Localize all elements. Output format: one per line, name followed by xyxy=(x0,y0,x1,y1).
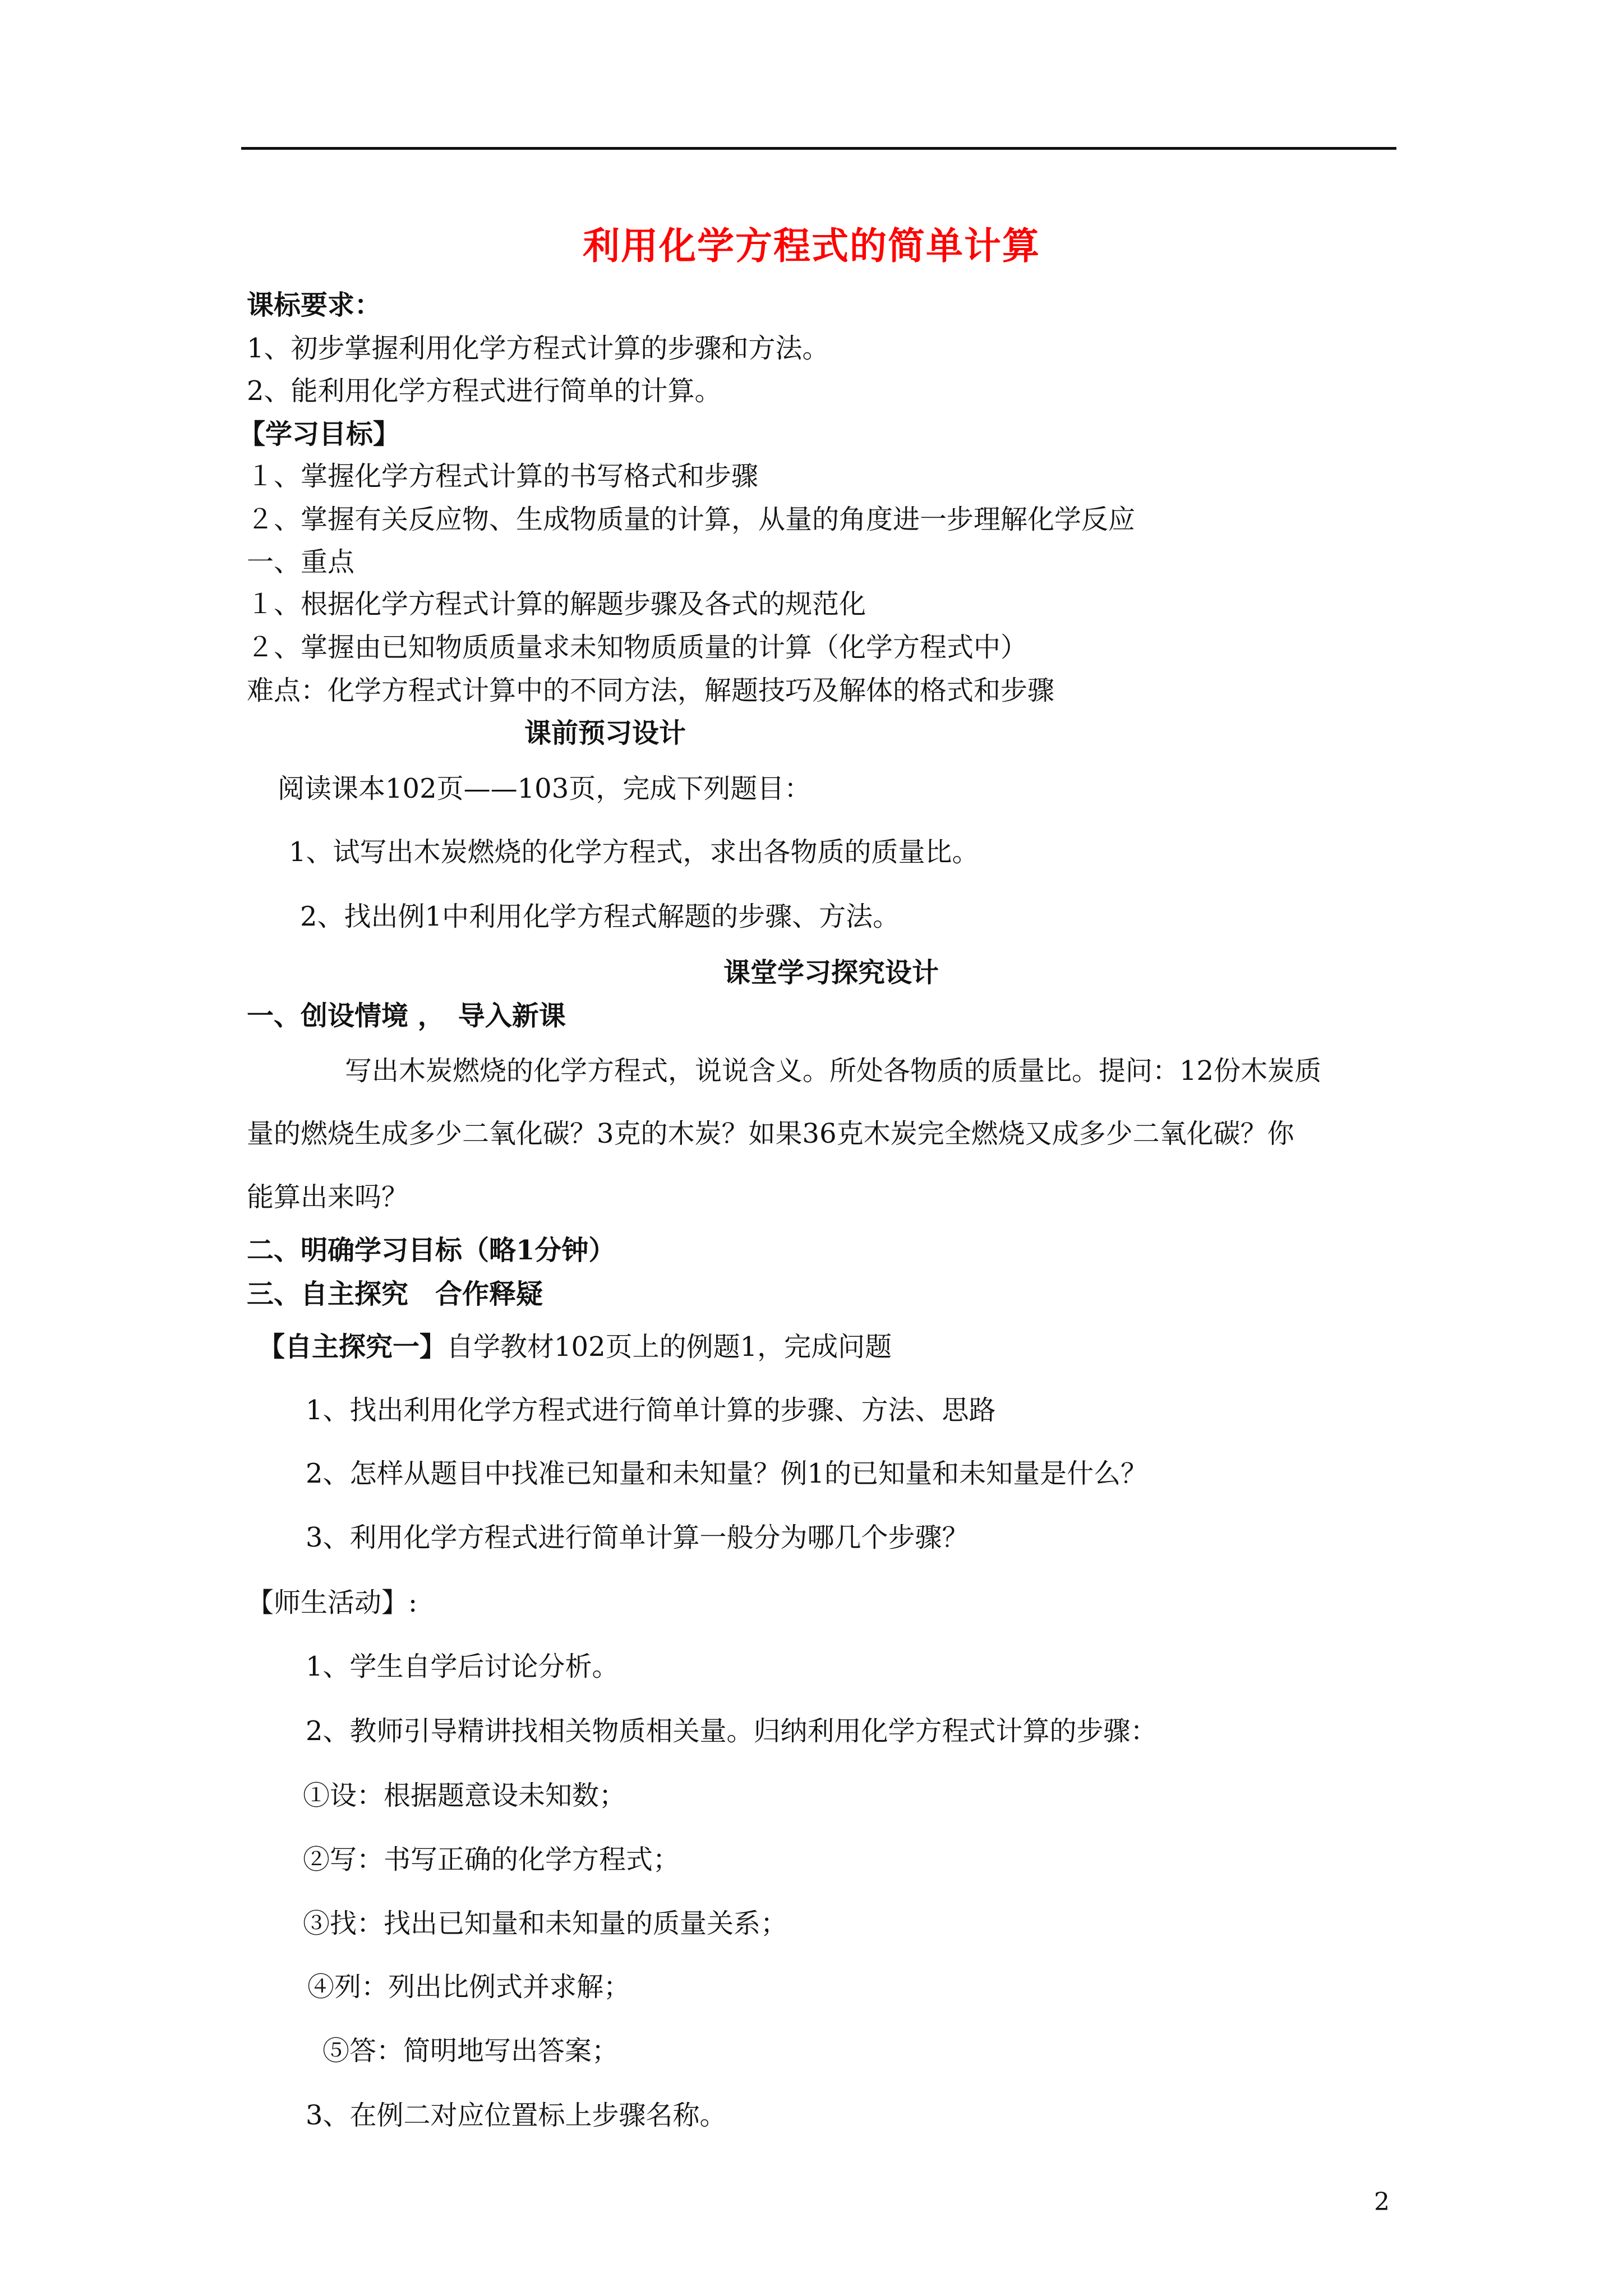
header-rule xyxy=(241,147,1396,150)
preview-heading: 课前预习设计 xyxy=(524,717,686,749)
section-1-line-3: 能算出来吗？ xyxy=(247,1181,409,1213)
goals-item-2: ２、掌握有关反应物、生成物质量的计算，从量的角度进一步理解化学反应 xyxy=(247,504,1136,535)
step-5: ⑤答：简明地写出答案； xyxy=(322,2035,619,2067)
section-2-heading: 二、明确学习目标（略1分钟） xyxy=(247,1235,616,1266)
activity-item-2: 2、教师引导精讲找相关物质相关量。归纳利用化学方程式计算的步骤： xyxy=(306,1715,1158,1747)
task-1-text: 自学教材102页上的例题1，完成问题 xyxy=(446,1331,892,1363)
kb-item-1: 1、初步掌握利用化学方程式计算的步骤和方法。 xyxy=(247,333,829,364)
task-1-item-2: 2、怎样从题目中找准已知量和未知量？例1的已知量和未知量是什么？ xyxy=(306,1458,1148,1489)
kb-heading: 课标要求： xyxy=(247,289,382,321)
goals-item-1: １、掌握化学方程式计算的书写格式和步骤 xyxy=(247,461,759,492)
step-1: ①设：根据题意设未知数； xyxy=(303,1780,626,1811)
preview-intro: 阅读课本102页——103页，完成下列题目： xyxy=(278,773,811,804)
key-item-2: ２、掌握由已知物质质量求未知物质质量的计算（化学方程式中） xyxy=(247,632,1028,663)
task-1-item-3: 3、利用化学方程式进行简单计算一般分为哪几个步骤？ xyxy=(306,1522,969,1553)
section-3-heading: 三、自主探究 合作释疑 xyxy=(247,1278,543,1310)
activity-item-1: 1、学生自学后讨论分析。 xyxy=(306,1651,619,1682)
explore-heading: 课堂学习探究设计 xyxy=(723,957,939,988)
document-title: 利用化学方程式的简单计算 xyxy=(583,224,1040,268)
section-1-line-1: 写出木炭燃烧的化学方程式，说说含义。所处各物质的质量比。提问：12份木炭质 xyxy=(345,1055,1322,1087)
step-4: ④列：列出比例式并求解； xyxy=(307,1971,631,2003)
task-1-item-1: 1、找出利用化学方程式进行简单计算的步骤、方法、思路 xyxy=(306,1395,996,1426)
step-2: ②写：书写正确的化学方程式； xyxy=(303,1844,680,1875)
kb-item-2: 2、能利用化学方程式进行简单的计算。 xyxy=(247,375,722,407)
preview-item-1: 1、试写出木炭燃烧的化学方程式，求出各物质的质量比。 xyxy=(289,836,979,868)
key-heading: 一、重点 xyxy=(247,546,355,578)
section-1-heading: 一、创设情境 ， 导入新课 xyxy=(247,1000,566,1032)
section-1-line-2: 量的燃烧生成多少二氧化碳？3克的木炭？如果36克木炭完全燃烧又成多少二氧化碳？你 xyxy=(247,1118,1294,1149)
activity-item-3: 3、在例二对应位置标上步骤名称。 xyxy=(306,2100,727,2131)
preview-item-2: 2、找出例1中利用化学方程式解题的步骤、方法。 xyxy=(300,901,900,932)
goals-heading: 【学习目标】 xyxy=(238,418,400,450)
key-item-1: １、根据化学方程式计算的解题步骤及各式的规范化 xyxy=(247,588,866,620)
activity-heading: 【师生活动】: xyxy=(247,1587,418,1618)
task-1-label: 【自主探究一】 xyxy=(258,1331,447,1363)
step-3: ③找：找出已知量和未知量的质量关系； xyxy=(303,1908,788,1939)
page-number: 2 xyxy=(1374,2188,1390,2216)
difficulty-text: 难点：化学方程式计算中的不同方法，解题技巧及解体的格式和步骤 xyxy=(247,675,1055,706)
